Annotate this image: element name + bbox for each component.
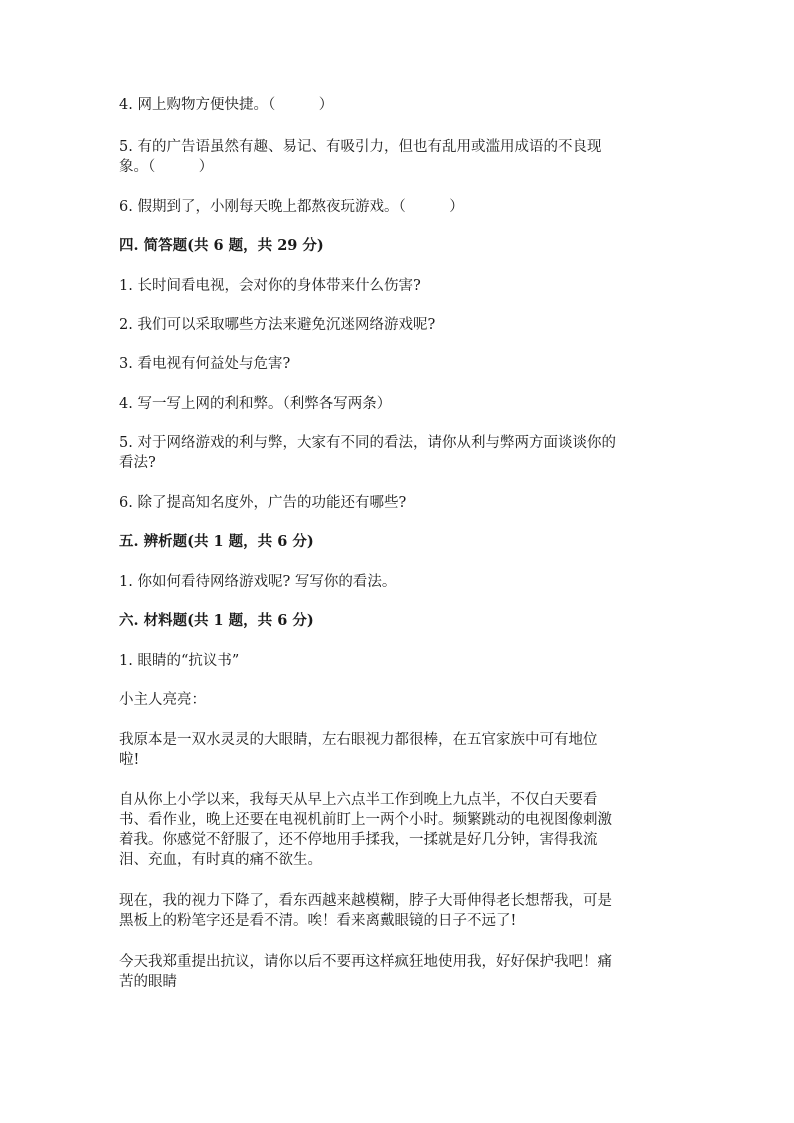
letter-paragraph-2-line-1: 自从你上小学以来，我每天从早上六点半工作到晚上九点半，不仅白天要看 [119, 792, 598, 808]
section-heading-analysis: 五. 辨析题(共 1 题，共 6 分) [119, 533, 314, 550]
letter-paragraph-3-line-1: 现在，我的视力下降了，看东西越来越模糊，脖子大哥伸得老长想帮我，可是 [119, 893, 612, 909]
section-heading-short-answer: 四. 简答题(共 6 题，共 29 分) [119, 237, 324, 254]
judge-item-6: 6. 假期到了，小刚每天晚上都熬夜玩游戏。（ ） [119, 199, 464, 215]
letter-paragraph-1-line-2: 啦! [119, 752, 140, 768]
short-answer-item-6: 6. 除了提高知名度外，广告的功能还有哪些? [119, 495, 407, 511]
short-answer-item-5-line-1: 5. 对于网络游戏的利与弊，大家有不同的看法，请你从利与弊两方面谈谈你的 [119, 435, 616, 451]
judge-item-5-line-1: 5. 有的广告语虽然有趣、易记、有吸引力，但也有乱用或滥用成语的不良现 [119, 139, 602, 155]
letter-paragraph-2-line-3: 着我。你感觉不舒服了，还不停地用手揉我，一揉就是好几分钟，害得我流 [119, 832, 598, 848]
judge-item-5-line-2: 象。（ ） [119, 159, 214, 175]
judge-item-4: 4. 网上购物方便快捷。（ ） [119, 97, 334, 113]
letter-paragraph-1-line-1: 我原本是一双水灵灵的大眼睛，左右眼视力都很棒，在五官家族中可有地位 [119, 732, 598, 748]
letter-paragraph-2-line-2: 书、看作业，晚上还要在电视机前盯上一两个小时。频繁跳动的电视图像刺激 [119, 812, 612, 828]
letter-paragraph-4-line-2: 苦的眼睛 [119, 974, 177, 990]
letter-greeting: 小主人亮亮： [119, 692, 206, 708]
section-heading-material: 六. 材料题(共 1 题，共 6 分) [119, 612, 314, 629]
letter-paragraph-4-line-1: 今天我郑重提出抗议，请你以后不要再这样疯狂地使用我，好好保护我吧！痛 [119, 954, 612, 970]
short-answer-item-4: 4. 写一写上网的利和弊。（利弊各写两条） [119, 396, 392, 412]
short-answer-item-3: 3. 看电视有何益处与危害? [119, 356, 291, 372]
short-answer-item-5-line-2: 看法? [119, 455, 156, 471]
short-answer-item-2: 2. 我们可以采取哪些方法来避免沉迷网络游戏呢? [119, 317, 436, 333]
letter-paragraph-2-line-4: 泪、充血，有时真的痛不欲生。 [119, 852, 322, 868]
material-item-1-title: 1. 眼睛的“抗议书” [119, 653, 240, 669]
short-answer-item-1: 1. 长时间看电视，会对你的身体带来什么伤害? [119, 278, 421, 294]
analysis-item-1: 1. 你如何看待网络游戏呢? 写写你的看法。 [119, 574, 397, 590]
letter-paragraph-3-line-2: 黑板上的粉笔字还是看不清。唉！看来离戴眼镜的日子不远了! [119, 913, 517, 929]
